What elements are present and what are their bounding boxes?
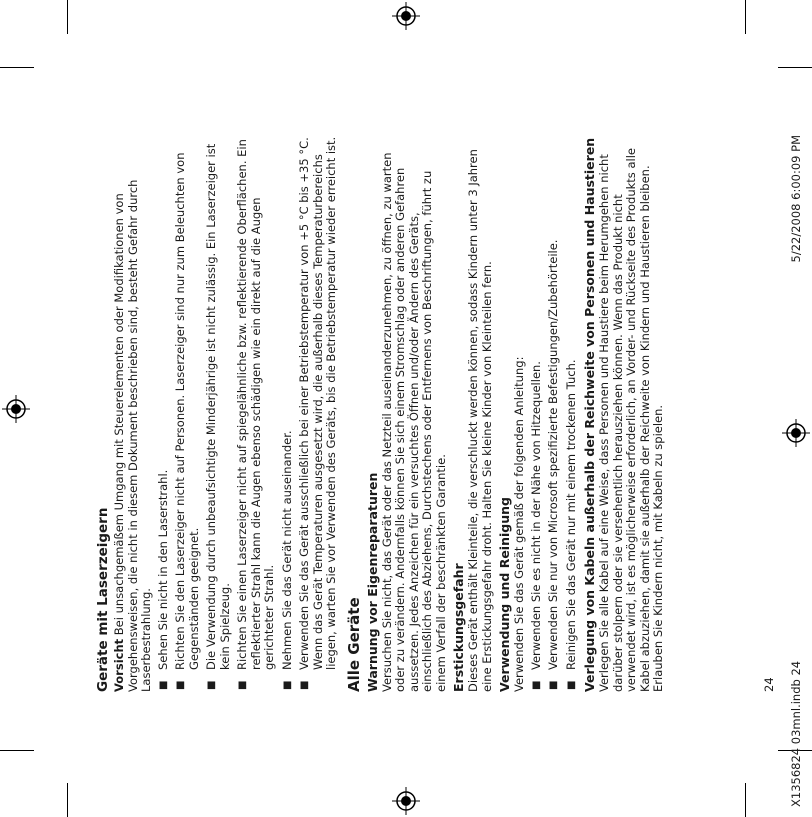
use-bullet-list [530, 132, 579, 692]
list-item: ■ Die Verwendung durch unbeaufsichtigte Minderjährige ist nicht zulässig. Ein Laserzeiger ist kein Spielzeug. [204, 143, 232, 690]
bullet-icon: ■ [175, 680, 186, 690]
section-title-all: Alle Geräte [344, 597, 363, 692]
caution-paragraph [113, 132, 154, 692]
list-item: ■ Verwenden Sie es nicht in der Nähe von Hitzequellen. [528, 361, 543, 690]
bullet-icon: ■ [157, 680, 169, 690]
page-number: 24 [762, 677, 776, 692]
choke-title: Erstickungsgefahr [451, 563, 466, 692]
list-item: ■ Richten Sie den Laserzeiger nicht auf Personen. Laserzeiger sind nur zum Beleuchten von Gegenständen geeignet. [173, 152, 201, 690]
bullet-icon: ■ [206, 680, 217, 690]
list-item: ■ Nehmen Sie das Gerät nicht auseinander. [279, 430, 294, 690]
list-item: ■ Verwenden Sie das Gerät ausschließlich bei einer Betriebstemperatur von +5 °C bis +35 °C. Wenn das Gerät Temperaturen ausgesetzt wird, die außerhalb dieses Temperaturbereichs liegen, warten Sie vor Verwenden des Geräts, bis die Betriebstemperatur wieder erreicht ist. [297, 136, 338, 690]
section-title-laser: Geräte mit Laserzeigern [95, 507, 111, 692]
bullet-icon: ■ [530, 680, 542, 690]
bullet-icon: ■ [281, 680, 293, 690]
repair-text: Versuchen Sie nicht, das Gerät oder das Netzteil auseinanderzunehmen, zu öffnen, zu warten oder zu verändern. Andernfalls können Sie sich einem Stromschlag oder anderen Gefahren aussetzen. Jedes Anzeichen für ein versuchtes Öffnen und/oder Ändern des Geräts, einschließlich des Abziehens, Durchstechens oder Entfernens von Beschriftungen, führt zu einem Verfall der beschränkten Garantie. [379, 152, 448, 692]
list-item: ■ Verwenden Sie nur von Microsoft spezifizierte Befestigungen/Zubehörteile. [546, 239, 560, 690]
cable-text: Verlegen Sie alle Kabel auf eine Weise, dass Personen und Haustiere beim Herumgehen nicht darüber stolpern oder sie versehentlich herausziehen können. Wenn das Produkt nicht verwendet wird, ist es möglicherweise erforderlich, an Vorder- und Rückseite des Produkts alle Kabel abzuziehen, damit sie außerhalb der Reichweite von Kindern und Haustieren bleiben. Erlauben Sie Kindern nicht, mit Kabeln zu spielen. [597, 148, 665, 692]
bullet-icon: ■ [548, 680, 559, 690]
footer-file: X1356824 03mnl.indb 24 [789, 660, 803, 807]
list-item: ■ Richten Sie einen Laserzeiger nicht auf spiegelähnliche bzw. reflektierende Oberflächen. Ein reflektierter Strahl kann die Augen ebenso schädigen wie ein direkt auf die Augen gerichteter Strahl. [235, 139, 276, 690]
caution-text: Bei unsachgemäßem Umgang mit Steuerelementen oder Modifikationen von Vorgehensweisen, die nicht in diesem Dokument beschrieben sind, besteht Gefahr durch Laserbestrahlung. [112, 179, 153, 692]
bullet-icon: ■ [237, 680, 248, 690]
list-item: ■ Sehen Sie nicht in den Laserstrahl. [155, 469, 170, 690]
bullet-icon: ■ [299, 680, 310, 690]
use-title: Verwendung und Reinigung [497, 497, 512, 692]
laser-bullet-list [157, 132, 339, 692]
cable-title: Verlegung von Kabeln außerhalb der Reichweite von Personen und Haustieren [582, 137, 597, 692]
list-item: ■ Reinigen Sie das Gerät nur mit einem trockenen Tuch. [563, 359, 578, 690]
footer-date: 5/22/2008 6:00:09 PM [789, 135, 803, 263]
use-intro: Verwenden Sie das Gerät gemäß der folgenden Anleitung: [512, 356, 526, 692]
choke-text: Dieses Gerät enthält Kleinteile, die verschluckt werden können, sodass Kindern unter 3 Jahren eine Erstickungsgefahr droht. Halten Sie kleine Kinder von Kleinteilen fern. [466, 149, 494, 692]
bullet-icon: ■ [565, 680, 577, 690]
caution-label: Vorsicht [112, 638, 126, 692]
repair-title: Warnung vor Eigenreparaturen [364, 472, 380, 692]
page-content [95, 132, 669, 692]
